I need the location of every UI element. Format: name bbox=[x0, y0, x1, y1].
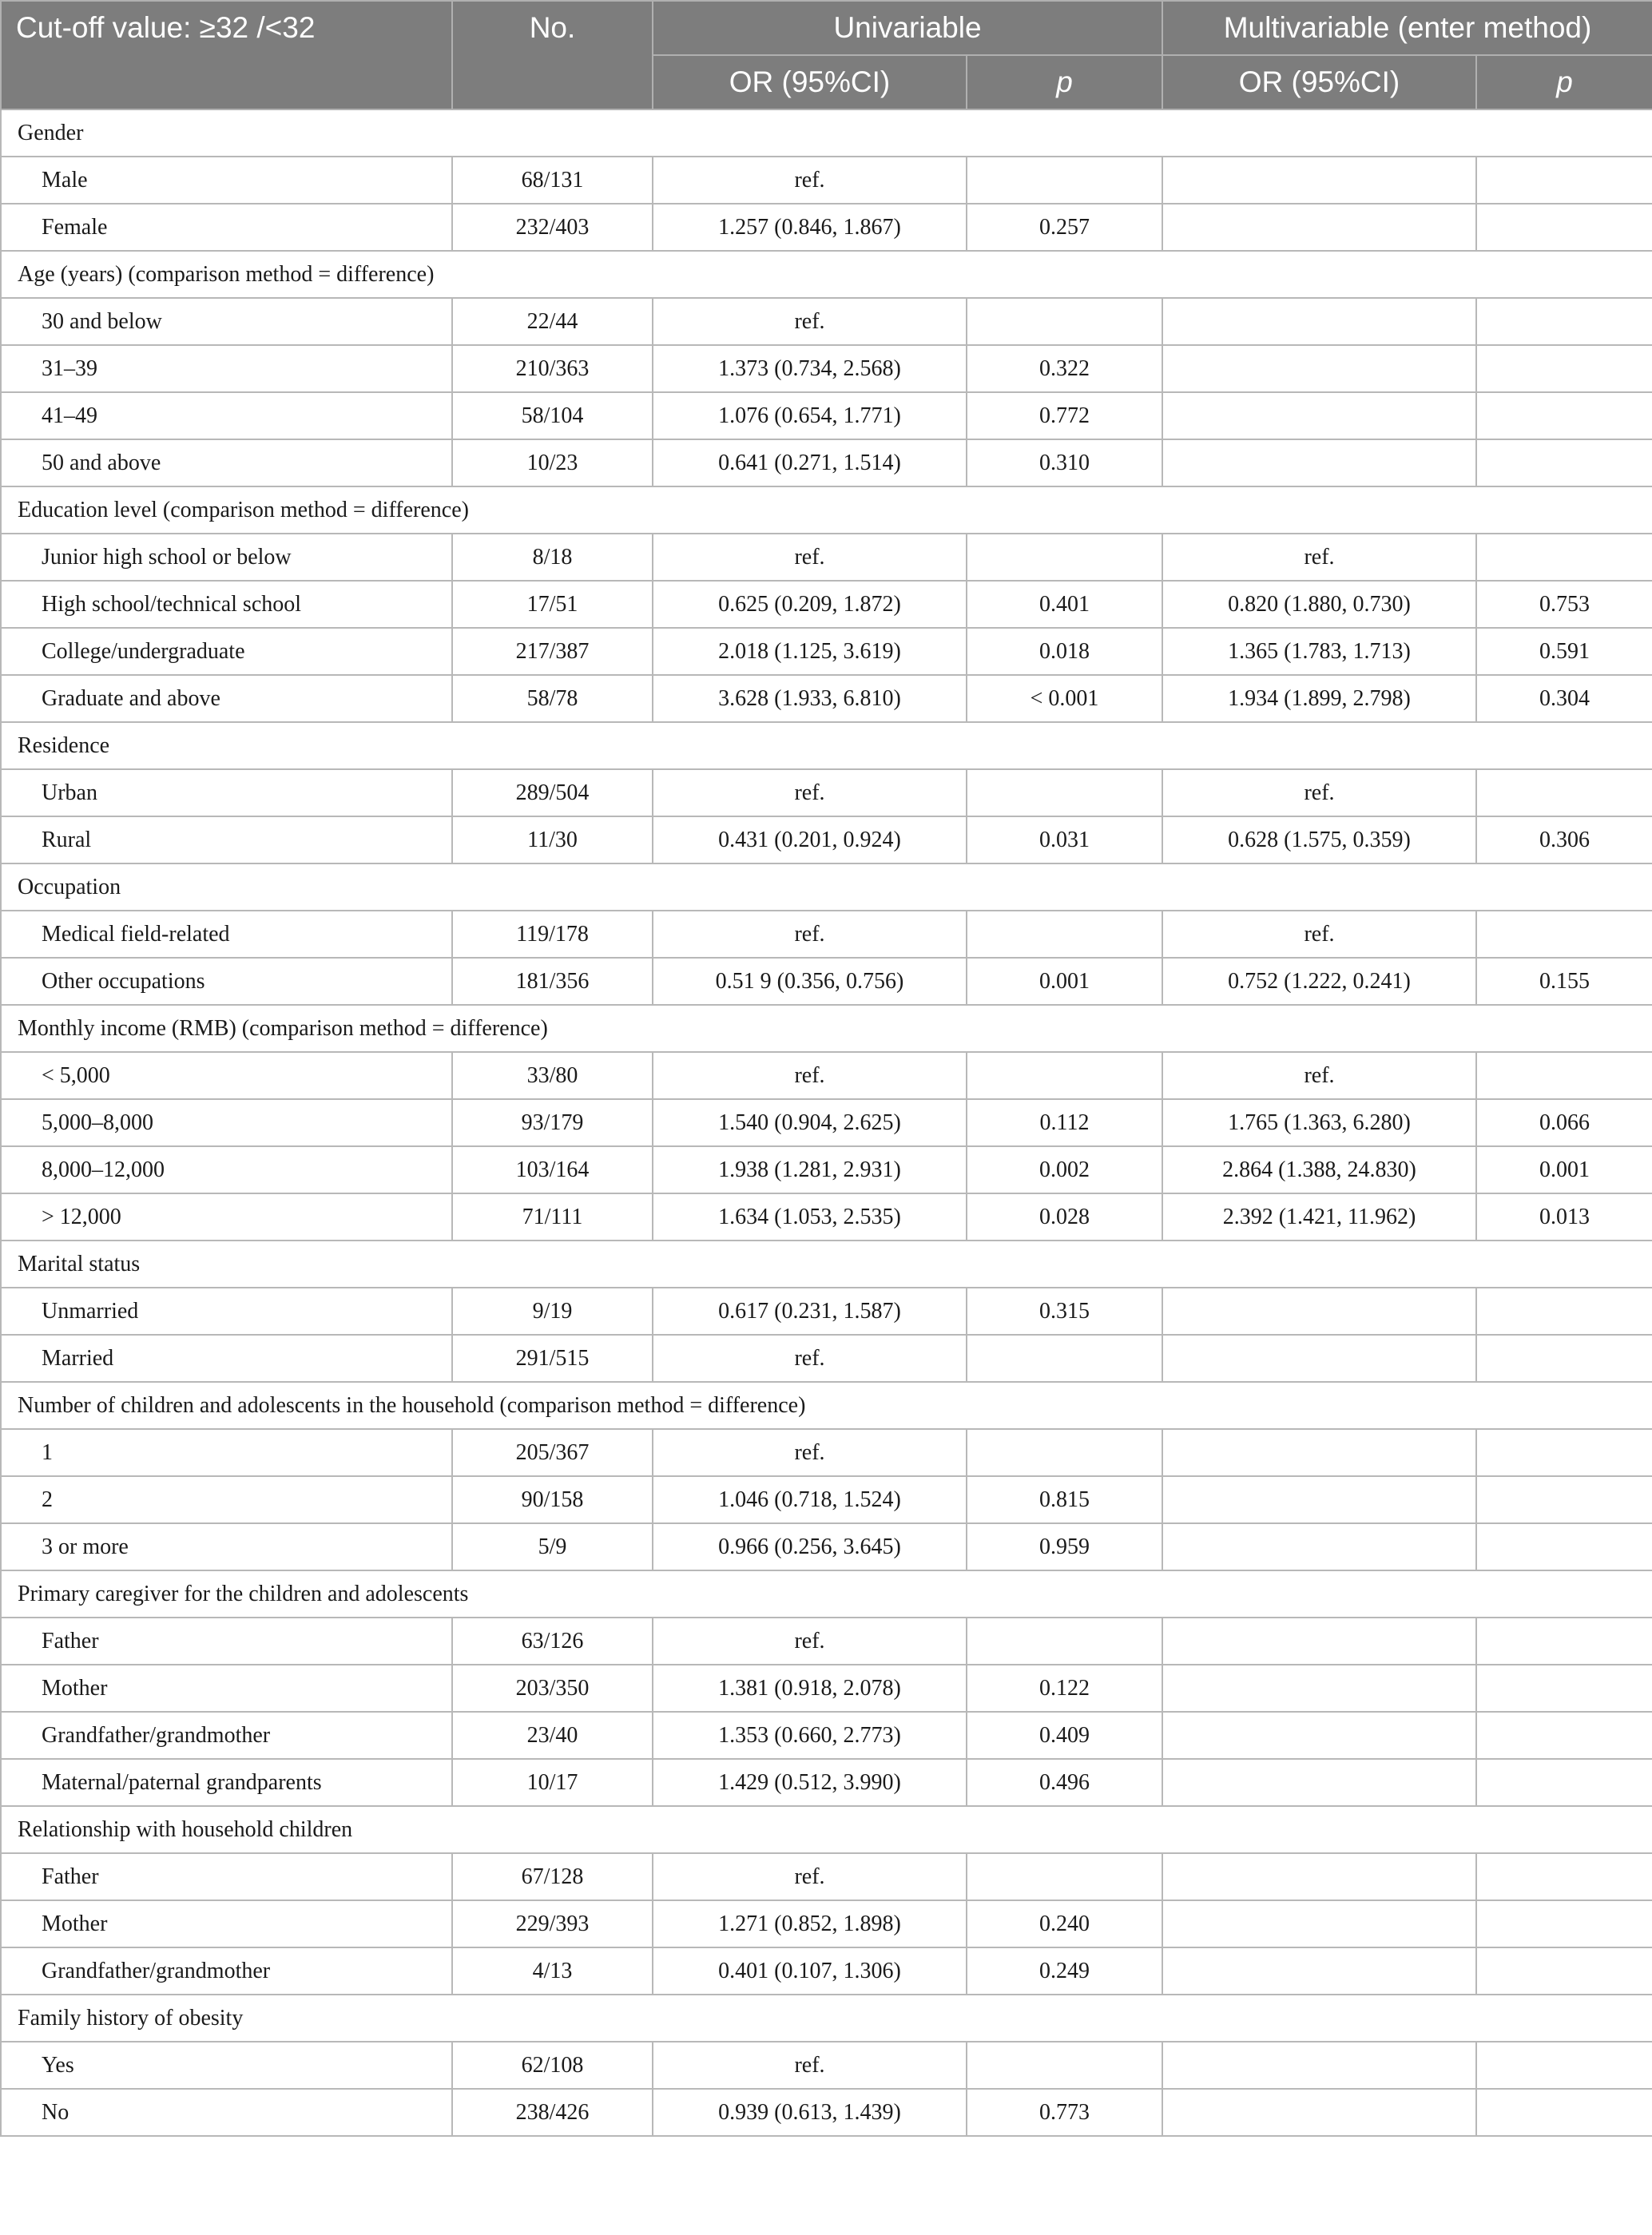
univariable-p bbox=[967, 157, 1162, 204]
table-row bbox=[1, 1759, 1652, 1806]
group-row bbox=[1, 722, 1652, 769]
row-count: 67/128 bbox=[452, 1853, 653, 1900]
multivariable-p: 0.066 bbox=[1476, 1099, 1652, 1146]
univariable-p: 0.002 bbox=[967, 1146, 1162, 1193]
univariable-or: ref. bbox=[653, 157, 967, 204]
univariable-or: 1.076 (0.654, 1.771) bbox=[653, 392, 967, 439]
multivariable-or: 1.934 (1.899, 2.798) bbox=[1162, 675, 1476, 722]
table-row bbox=[1, 958, 1652, 1005]
table-row bbox=[1, 1853, 1652, 1900]
row-label: 30 and below bbox=[1, 298, 452, 345]
table-row bbox=[1, 581, 1652, 628]
univariable-p: 0.122 bbox=[967, 1665, 1162, 1712]
multivariable-p bbox=[1476, 1759, 1652, 1806]
univariable-or: 1.634 (1.053, 2.535) bbox=[653, 1193, 967, 1241]
multivariable-p bbox=[1476, 1335, 1652, 1382]
multivariable-or bbox=[1162, 1900, 1476, 1947]
univariable-or: 0.431 (0.201, 0.924) bbox=[653, 816, 967, 863]
univariable-or: 1.429 (0.512, 3.990) bbox=[653, 1759, 967, 1806]
row-count: 4/13 bbox=[452, 1947, 653, 1995]
row-label: Father bbox=[1, 1618, 452, 1665]
multivariable-p bbox=[1476, 1618, 1652, 1665]
multivariable-or bbox=[1162, 345, 1476, 392]
row-label: 41–49 bbox=[1, 392, 452, 439]
univariable-or: 1.381 (0.918, 2.078) bbox=[653, 1665, 967, 1712]
row-label: Married bbox=[1, 1335, 452, 1382]
univariable-p: 0.257 bbox=[967, 204, 1162, 251]
row-label: Maternal/paternal grandparents bbox=[1, 1759, 452, 1806]
multivariable-p: 0.304 bbox=[1476, 675, 1652, 722]
multivariable-or bbox=[1162, 2089, 1476, 2136]
group-title: Education level (comparison method = difference) bbox=[1, 486, 1652, 534]
univariable-p: 0.310 bbox=[967, 439, 1162, 486]
row-count: 17/51 bbox=[452, 581, 653, 628]
multivariable-or bbox=[1162, 1476, 1476, 1523]
univariable-or: ref. bbox=[653, 911, 967, 958]
table-row bbox=[1, 1335, 1652, 1382]
row-count: 205/367 bbox=[452, 1429, 653, 1476]
multivariable-or: 1.365 (1.783, 1.713) bbox=[1162, 628, 1476, 675]
univariable-p: 0.249 bbox=[967, 1947, 1162, 1995]
row-count: 181/356 bbox=[452, 958, 653, 1005]
cutoff-header: Cut-off value: ≥32 /<32 bbox=[1, 1, 452, 109]
multivariable-p bbox=[1476, 1476, 1652, 1523]
univariable-or: ref. bbox=[653, 2042, 967, 2089]
row-label: Junior high school or below bbox=[1, 534, 452, 581]
table-row bbox=[1, 1288, 1652, 1335]
univariable-p: 0.773 bbox=[967, 2089, 1162, 2136]
multivariable-or bbox=[1162, 1947, 1476, 1995]
univariable-p: 0.112 bbox=[967, 1099, 1162, 1146]
group-row bbox=[1, 251, 1652, 298]
univariable-or: ref. bbox=[653, 1335, 967, 1382]
univariable-p: 0.409 bbox=[967, 1712, 1162, 1759]
multivariable-p bbox=[1476, 1900, 1652, 1947]
row-label: Yes bbox=[1, 2042, 452, 2089]
group-title: Age (years) (comparison method = difference) bbox=[1, 251, 1652, 298]
univariable-p bbox=[967, 1052, 1162, 1099]
univariable-or: 0.966 (0.256, 3.645) bbox=[653, 1523, 967, 1570]
row-label: High school/technical school bbox=[1, 581, 452, 628]
row-label: Medical field-related bbox=[1, 911, 452, 958]
row-count: 63/126 bbox=[452, 1618, 653, 1665]
row-label: No bbox=[1, 2089, 452, 2136]
multivariable-or: ref. bbox=[1162, 769, 1476, 816]
multivariable-p bbox=[1476, 1523, 1652, 1570]
row-count: 289/504 bbox=[452, 769, 653, 816]
multivariable-or: 0.820 (1.880, 0.730) bbox=[1162, 581, 1476, 628]
univariable-or: 0.51 9 (0.356, 0.756) bbox=[653, 958, 967, 1005]
multivariable-p: 0.753 bbox=[1476, 581, 1652, 628]
multivariable-p bbox=[1476, 1853, 1652, 1900]
group-title: Residence bbox=[1, 722, 1652, 769]
multivariable-or: 2.864 (1.388, 24.830) bbox=[1162, 1146, 1476, 1193]
table-row bbox=[1, 628, 1652, 675]
row-count: 238/426 bbox=[452, 2089, 653, 2136]
table-row bbox=[1, 1712, 1652, 1759]
row-label: Mother bbox=[1, 1665, 452, 1712]
multivariable-or bbox=[1162, 1618, 1476, 1665]
table-body bbox=[1, 109, 1652, 2136]
multivariable-p: 0.013 bbox=[1476, 1193, 1652, 1241]
row-count: 11/30 bbox=[452, 816, 653, 863]
univariable-p bbox=[967, 2042, 1162, 2089]
row-count: 217/387 bbox=[452, 628, 653, 675]
group-row bbox=[1, 1806, 1652, 1853]
row-label: 2 bbox=[1, 1476, 452, 1523]
multivariable-or bbox=[1162, 1665, 1476, 1712]
group-row bbox=[1, 109, 1652, 157]
multivariable-p bbox=[1476, 1665, 1652, 1712]
multivariable-p-header: p bbox=[1476, 55, 1652, 109]
group-title: Number of children and adolescents in the household (comparison method = difference) bbox=[1, 1382, 1652, 1429]
table-row bbox=[1, 1099, 1652, 1146]
row-count: 232/403 bbox=[452, 204, 653, 251]
multivariable-p bbox=[1476, 534, 1652, 581]
univariable-p bbox=[967, 769, 1162, 816]
group-row bbox=[1, 1241, 1652, 1288]
univariable-p: 0.028 bbox=[967, 1193, 1162, 1241]
multivariable-or: 0.752 (1.222, 0.241) bbox=[1162, 958, 1476, 1005]
group-row bbox=[1, 1382, 1652, 1429]
univariable-p: < 0.001 bbox=[967, 675, 1162, 722]
univariable-or: 1.373 (0.734, 2.568) bbox=[653, 345, 967, 392]
univariable-or: 1.257 (0.846, 1.867) bbox=[653, 204, 967, 251]
univariable-or: 0.939 (0.613, 1.439) bbox=[653, 2089, 967, 2136]
univariable-p: 0.959 bbox=[967, 1523, 1162, 1570]
multivariable-or bbox=[1162, 1288, 1476, 1335]
univariable-or: 1.938 (1.281, 2.931) bbox=[653, 1146, 967, 1193]
univariable-or: ref. bbox=[653, 769, 967, 816]
group-title: Gender bbox=[1, 109, 1652, 157]
univariable-p: 0.772 bbox=[967, 392, 1162, 439]
row-count: 8/18 bbox=[452, 534, 653, 581]
multivariable-p bbox=[1476, 392, 1652, 439]
univariable-p: 0.240 bbox=[967, 1900, 1162, 1947]
univariable-header: Univariable bbox=[653, 1, 1162, 55]
table-row bbox=[1, 2089, 1652, 2136]
multivariable-p bbox=[1476, 1288, 1652, 1335]
row-count: 68/131 bbox=[452, 157, 653, 204]
row-label: Grandfather/grandmother bbox=[1, 1712, 452, 1759]
univariable-or: ref. bbox=[653, 1052, 967, 1099]
multivariable-or bbox=[1162, 1759, 1476, 1806]
univariable-or-header: OR (95%CI) bbox=[653, 55, 967, 109]
row-count: 10/23 bbox=[452, 439, 653, 486]
univariable-p: 0.322 bbox=[967, 345, 1162, 392]
row-count: 291/515 bbox=[452, 1335, 653, 1382]
row-label: Mother bbox=[1, 1900, 452, 1947]
group-title: Occupation bbox=[1, 863, 1652, 911]
row-count: 10/17 bbox=[452, 1759, 653, 1806]
row-label: Other occupations bbox=[1, 958, 452, 1005]
row-count: 33/80 bbox=[452, 1052, 653, 1099]
univariable-p bbox=[967, 298, 1162, 345]
row-label: 1 bbox=[1, 1429, 452, 1476]
univariable-p: 0.001 bbox=[967, 958, 1162, 1005]
univariable-or: 0.625 (0.209, 1.872) bbox=[653, 581, 967, 628]
row-count: 71/111 bbox=[452, 1193, 653, 1241]
univariable-or: ref. bbox=[653, 534, 967, 581]
table-row bbox=[1, 675, 1652, 722]
univariable-p-header: p bbox=[967, 55, 1162, 109]
univariable-p bbox=[967, 1618, 1162, 1665]
univariable-or: 0.617 (0.231, 1.587) bbox=[653, 1288, 967, 1335]
multivariable-p bbox=[1476, 439, 1652, 486]
row-label: Female bbox=[1, 204, 452, 251]
multivariable-or: 2.392 (1.421, 11.962) bbox=[1162, 1193, 1476, 1241]
row-label: Graduate and above bbox=[1, 675, 452, 722]
multivariable-or: 1.765 (1.363, 6.280) bbox=[1162, 1099, 1476, 1146]
multivariable-or bbox=[1162, 1429, 1476, 1476]
univariable-p bbox=[967, 534, 1162, 581]
univariable-or: 1.271 (0.852, 1.898) bbox=[653, 1900, 967, 1947]
table-header bbox=[1, 1, 1652, 109]
group-title: Monthly income (RMB) (comparison method = difference) bbox=[1, 1005, 1652, 1052]
row-count: 203/350 bbox=[452, 1665, 653, 1712]
table-row bbox=[1, 816, 1652, 863]
row-count: 5/9 bbox=[452, 1523, 653, 1570]
univariable-or: 1.353 (0.660, 2.773) bbox=[653, 1712, 967, 1759]
group-row bbox=[1, 1995, 1652, 2042]
univariable-p: 0.018 bbox=[967, 628, 1162, 675]
multivariable-or: ref. bbox=[1162, 1052, 1476, 1099]
table-row bbox=[1, 1900, 1652, 1947]
row-label: Rural bbox=[1, 816, 452, 863]
multivariable-or bbox=[1162, 392, 1476, 439]
univariable-or: ref. bbox=[653, 1429, 967, 1476]
multivariable-p: 0.155 bbox=[1476, 958, 1652, 1005]
row-label: < 5,000 bbox=[1, 1052, 452, 1099]
table-row bbox=[1, 157, 1652, 204]
univariable-or: 1.540 (0.904, 2.625) bbox=[653, 1099, 967, 1146]
group-row bbox=[1, 1570, 1652, 1618]
multivariable-p: 0.591 bbox=[1476, 628, 1652, 675]
table-row bbox=[1, 534, 1652, 581]
univariable-or: 1.046 (0.718, 1.524) bbox=[653, 1476, 967, 1523]
multivariable-p bbox=[1476, 1429, 1652, 1476]
row-count: 62/108 bbox=[452, 2042, 653, 2089]
table-row bbox=[1, 298, 1652, 345]
multivariable-p bbox=[1476, 769, 1652, 816]
multivariable-p: 0.001 bbox=[1476, 1146, 1652, 1193]
multivariable-p bbox=[1476, 345, 1652, 392]
table-row bbox=[1, 392, 1652, 439]
row-count: 229/393 bbox=[452, 1900, 653, 1947]
row-label: 3 or more bbox=[1, 1523, 452, 1570]
row-label: Male bbox=[1, 157, 452, 204]
group-row bbox=[1, 863, 1652, 911]
table-row bbox=[1, 345, 1652, 392]
multivariable-p bbox=[1476, 2042, 1652, 2089]
multivariable-p bbox=[1476, 204, 1652, 251]
univariable-p: 0.815 bbox=[967, 1476, 1162, 1523]
multivariable-p: 0.306 bbox=[1476, 816, 1652, 863]
multivariable-or bbox=[1162, 1523, 1476, 1570]
row-count: 9/19 bbox=[452, 1288, 653, 1335]
row-count: 103/164 bbox=[452, 1146, 653, 1193]
table-row bbox=[1, 1146, 1652, 1193]
group-title: Primary caregiver for the children and adolescents bbox=[1, 1570, 1652, 1618]
univariable-or: 0.641 (0.271, 1.514) bbox=[653, 439, 967, 486]
group-title: Marital status bbox=[1, 1241, 1652, 1288]
row-count: 210/363 bbox=[452, 345, 653, 392]
table-row bbox=[1, 439, 1652, 486]
univariable-or: 3.628 (1.933, 6.810) bbox=[653, 675, 967, 722]
row-label: Unmarried bbox=[1, 1288, 452, 1335]
group-title: Relationship with household children bbox=[1, 1806, 1652, 1853]
multivariable-or: ref. bbox=[1162, 911, 1476, 958]
no-header: No. bbox=[452, 1, 653, 109]
row-count: 23/40 bbox=[452, 1712, 653, 1759]
table-row bbox=[1, 1193, 1652, 1241]
multivariable-or bbox=[1162, 298, 1476, 345]
multivariable-or: 0.628 (1.575, 0.359) bbox=[1162, 816, 1476, 863]
table-row bbox=[1, 2042, 1652, 2089]
table-row bbox=[1, 1052, 1652, 1099]
multivariable-or bbox=[1162, 1335, 1476, 1382]
row-label: 8,000–12,000 bbox=[1, 1146, 452, 1193]
univariable-p bbox=[967, 911, 1162, 958]
multivariable-or bbox=[1162, 1712, 1476, 1759]
univariable-or: ref. bbox=[653, 1618, 967, 1665]
row-count: 119/178 bbox=[452, 911, 653, 958]
univariable-or: ref. bbox=[653, 1853, 967, 1900]
row-label: 5,000–8,000 bbox=[1, 1099, 452, 1146]
multivariable-p bbox=[1476, 157, 1652, 204]
univariable-p: 0.496 bbox=[967, 1759, 1162, 1806]
table-row bbox=[1, 1523, 1652, 1570]
group-row bbox=[1, 1005, 1652, 1052]
table-row bbox=[1, 769, 1652, 816]
row-count: 58/104 bbox=[452, 392, 653, 439]
multivariable-or bbox=[1162, 1853, 1476, 1900]
multivariable-p bbox=[1476, 298, 1652, 345]
multivariable-p bbox=[1476, 1712, 1652, 1759]
univariable-or: ref. bbox=[653, 298, 967, 345]
row-label: Grandfather/grandmother bbox=[1, 1947, 452, 1995]
univariable-p: 0.315 bbox=[967, 1288, 1162, 1335]
univariable-p bbox=[967, 1335, 1162, 1382]
table-row bbox=[1, 1429, 1652, 1476]
row-label: Father bbox=[1, 1853, 452, 1900]
univariable-or: 2.018 (1.125, 3.619) bbox=[653, 628, 967, 675]
multivariable-or bbox=[1162, 439, 1476, 486]
table-row bbox=[1, 204, 1652, 251]
group-row bbox=[1, 486, 1652, 534]
row-count: 90/158 bbox=[452, 1476, 653, 1523]
multivariable-or bbox=[1162, 157, 1476, 204]
multivariable-header: Multivariable (enter method) bbox=[1162, 1, 1652, 55]
multivariable-p bbox=[1476, 1947, 1652, 1995]
row-label: College/undergraduate bbox=[1, 628, 452, 675]
multivariable-or: ref. bbox=[1162, 534, 1476, 581]
group-title: Family history of obesity bbox=[1, 1995, 1652, 2042]
univariable-p bbox=[967, 1853, 1162, 1900]
table-row bbox=[1, 1618, 1652, 1665]
table-row bbox=[1, 1947, 1652, 1995]
table-row bbox=[1, 1476, 1652, 1523]
multivariable-or-header: OR (95%CI) bbox=[1162, 55, 1476, 109]
multivariable-p bbox=[1476, 911, 1652, 958]
univariable-p bbox=[967, 1429, 1162, 1476]
multivariable-or bbox=[1162, 204, 1476, 251]
table-row bbox=[1, 1665, 1652, 1712]
multivariable-p bbox=[1476, 2089, 1652, 2136]
univariable-p: 0.031 bbox=[967, 816, 1162, 863]
row-count: 22/44 bbox=[452, 298, 653, 345]
row-count: 58/78 bbox=[452, 675, 653, 722]
univariable-p: 0.401 bbox=[967, 581, 1162, 628]
row-label: 31–39 bbox=[1, 345, 452, 392]
row-label: 50 and above bbox=[1, 439, 452, 486]
row-label: Urban bbox=[1, 769, 452, 816]
univariable-or: 0.401 (0.107, 1.306) bbox=[653, 1947, 967, 1995]
multivariable-p bbox=[1476, 1052, 1652, 1099]
multivariable-or bbox=[1162, 2042, 1476, 2089]
row-count: 93/179 bbox=[452, 1099, 653, 1146]
row-label: > 12,000 bbox=[1, 1193, 452, 1241]
table-row bbox=[1, 911, 1652, 958]
